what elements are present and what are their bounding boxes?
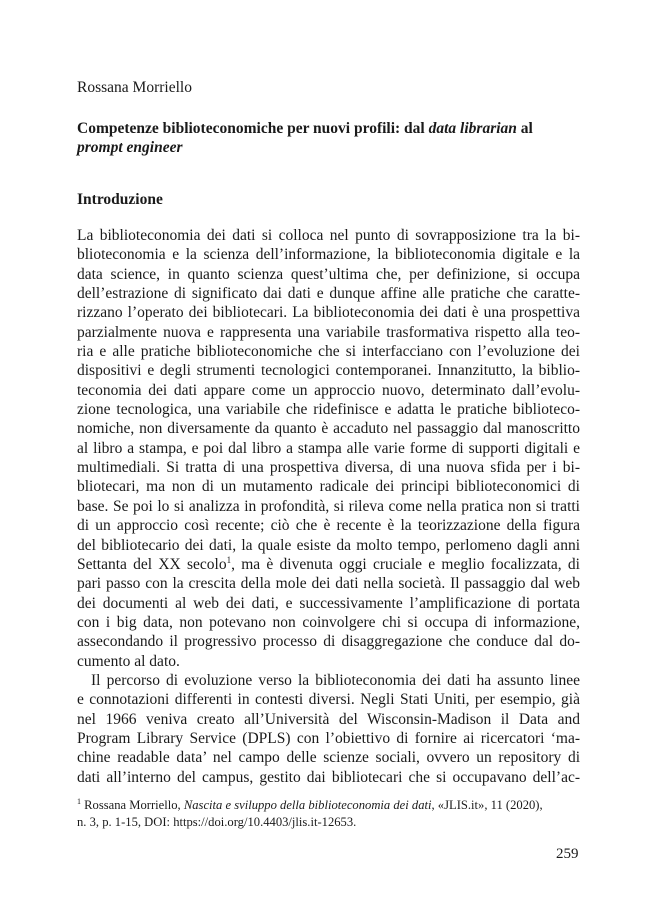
body-line: ria e alle pratiche biblioteconomiche che si interfacciano con l’evoluzione dei bbox=[77, 343, 580, 361]
footnote-line bbox=[77, 797, 580, 814]
body-line: dei documenti al web dei dati, e successivamente l’amplificazione di portata bbox=[77, 594, 580, 612]
body-line: nomiche, non diversamente da quanto è accaduto nel passaggio dal manoscritto bbox=[77, 420, 580, 438]
chapter-title bbox=[77, 119, 580, 157]
body-line: al libro a stampa, e poi dal libro a stampa alle varie forme di supporti digitali e bbox=[77, 439, 580, 457]
body-line: parzialmente nuova e rappresenta una variabile trasformativa rispetto alla teo- bbox=[77, 323, 580, 341]
body-line: multimediali. Si tratta di una prospettiva diversa, di una nuova sfida per i bi- bbox=[77, 459, 580, 477]
body-line: Program Library Service (DPLS) con l’obiettivo di fornire ai ricercatori ‘ma- bbox=[77, 729, 580, 747]
footnote bbox=[77, 797, 580, 831]
body-line: teconomia dei dati appare come un approccio nuovo, determinato dall’evolu- bbox=[77, 381, 580, 399]
page-number: 259 bbox=[556, 846, 579, 862]
body-line-with-footnote-ref bbox=[77, 555, 580, 574]
body-line: dell’estrazione di significato dai dati e dunque affine alle pratiche che caratte- bbox=[77, 285, 580, 303]
body-line: zione tecnologica, una variabile che ridefinisce e adatta le pratiche biblioteco- bbox=[77, 401, 580, 419]
footnote-italic-title: Nascita e sviluppo della biblioteconomia dei dati bbox=[183, 798, 432, 812]
body-line: data science, in quanto scienza quest’ultima che, per definizione, si occupa bbox=[77, 265, 580, 283]
body-line: blioteconomia e la scienza dell’informazione, la biblioteconomia digitale e la bbox=[77, 246, 580, 264]
body-line: chine readable data’ nel campo delle scienze sociali, ovvero un repository di bbox=[77, 749, 580, 767]
body-line: assecondando il progressivo processo di disaggregazione che conduce dal do- bbox=[77, 633, 580, 651]
body-line: base. Se poi lo si analizza in profondità, si rileva come nella pratica non si tratti bbox=[77, 497, 580, 515]
section-heading: Introduzione bbox=[77, 191, 163, 208]
line-text-before-ref: Settanta del XX secolo bbox=[77, 555, 227, 573]
body-line: con i big data, non potevano non coinvolgere chi si occupa di informazione, bbox=[77, 613, 580, 631]
title-part-2: al bbox=[516, 120, 533, 137]
body-line: bliotecari, ma non di un mutamento radicale dei principi biblioteconomici di bbox=[77, 478, 580, 496]
footnote-text-before: Rossana Morriello, bbox=[81, 798, 184, 812]
title-italic-2: prompt engineer bbox=[77, 139, 183, 156]
line-text-after-ref: , ma è divenuta oggi cruciale e meglio focalizzata, di bbox=[231, 555, 580, 573]
body-line: cumento al dato. bbox=[77, 652, 180, 670]
footnote-reference[interactable]: 1 bbox=[226, 554, 232, 565]
body-line: di un approccio così recente; ciò che è recente è la teorizzazione della figura bbox=[77, 517, 580, 535]
title-italic-1: data librarian bbox=[428, 120, 517, 137]
body-line: dispositivi e degli strumenti tecnologici contemporanei. Innanzitutto, la biblio- bbox=[77, 362, 580, 380]
body-text bbox=[77, 226, 580, 787]
body-line: pari passo con la crescita della mole dei dati nella società. Il passaggio dal web bbox=[77, 575, 580, 593]
title-part-1: Competenze biblioteconomiche per nuovi profili: dal bbox=[77, 120, 429, 137]
footnote-line-2[interactable]: n. 3, p. 1-15, DOI: https://doi.org/10.4403/jlis.it-12653. bbox=[77, 815, 357, 829]
body-line: rizzano l’operato dei bibliotecari. La biblioteconomia dei dati è una prospettiva bbox=[77, 304, 580, 322]
footnote-number: 1 bbox=[77, 797, 81, 806]
body-line: dati all’interno del campus, gestito dai bibliotecari che si occupavano dell’ac- bbox=[77, 768, 580, 786]
footnote-text-after: , «JLIS.it», 11 (2020), bbox=[431, 798, 543, 812]
body-line: La biblioteconomia dei dati si colloca nel punto di sovrapposizione tra la bi- bbox=[77, 227, 580, 244]
body-line: del bibliotecario dei dati, la quale esiste da molto tempo, perlomeno dagli anni bbox=[77, 536, 580, 554]
author-name: Rossana Morriello bbox=[77, 79, 192, 96]
body-line: nel 1966 veniva creato all’Università del Wisconsin-Madison il Data and bbox=[77, 710, 580, 728]
body-line: e connotazioni differenti in contesti diversi. Negli Stati Uniti, per esempio, già bbox=[77, 691, 580, 709]
body-line: Il percorso di evoluzione verso la biblioteconomia dei dati ha assunto linee bbox=[91, 671, 580, 689]
